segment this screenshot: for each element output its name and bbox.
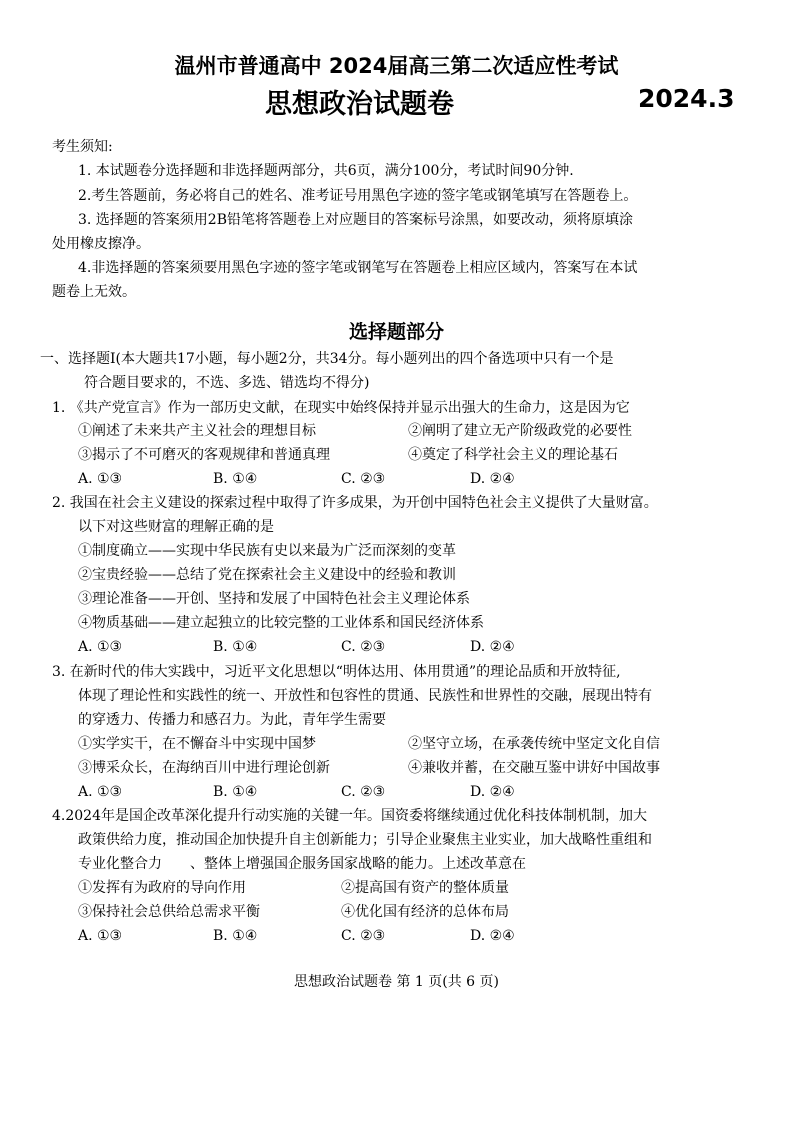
choice-a: A. ①③ <box>78 928 123 944</box>
question-stem: 3. 在新时代的伟大实践中，习近平文化思想以“明体达用、体用贯通”的理论品质和开放特征, <box>52 664 621 680</box>
choice-b: B. ①④ <box>213 928 258 944</box>
statement: ①实学实干，在不懈奋斗中实现中国梦 <box>78 736 316 752</box>
question-stem: 体现了理论性和实践性的统一、开放性和包容性的贯通、民族性和世界性的交融，展现出特有 <box>78 688 652 704</box>
statement: ②坚守立场，在承袭传统中坚定文化自信 <box>408 736 660 752</box>
choice-d: D. ②④ <box>470 784 515 800</box>
question-stem: 专业化整合力 、整体上增强国企服务国家战略的能力。上述改革意在 <box>78 856 526 872</box>
statement: ④奠定了科学社会主义的理论基石 <box>408 447 618 463</box>
choice-b: B. ①④ <box>213 639 258 655</box>
statement: ③揭示了不可磨灭的客观规律和普通真理 <box>78 447 330 463</box>
question-stem: 4.2024年是国企改革深化提升行动实施的关键一年。国资委将继续通过优化科技体制机制，加大 <box>52 808 647 824</box>
choice-a: A. ①③ <box>78 639 123 655</box>
notice-line: 3. 选择题的答案须用2B铅笔将答题卷上对应题目的答案标号涂黑，如要改动，须将原填涂 <box>78 212 634 228</box>
question-stem: 2. 我国在社会主义建设的探索过程中取得了许多成果，为开创中国特色社会主义提供了大量财富。 <box>52 495 658 511</box>
notice-heading: 考生须知: <box>52 139 113 155</box>
choice-d: D. ②④ <box>470 928 515 944</box>
statement: ④物质基础——建立起独立的比较完整的工业体系和国民经济体系 <box>78 615 484 631</box>
section-title: 选择题部分 <box>348 321 444 343</box>
statement: ②阐明了建立无产阶级政党的必要性 <box>408 423 632 439</box>
question-stem: 以下对这些财富的理解正确的是 <box>78 519 274 535</box>
page-footer: 思想政治试题卷 第 1 页(共 6 页) <box>294 974 499 990</box>
statement: ③博采众长，在海纳百川中进行理论创新 <box>78 760 330 776</box>
statement: ①阐述了未来共产主义社会的理想目标 <box>78 423 316 439</box>
choice-c: C. ②③ <box>341 928 386 944</box>
statement: ①发挥有为政府的导向作用 <box>78 880 246 896</box>
question-stem: 政策供给力度，推动国企加快提升自主创新能力；引导企业聚焦主业实业，加大战略性重组和 <box>78 832 652 848</box>
choice-c: C. ②③ <box>341 784 386 800</box>
statement: ①制度确立——实现中华民族有史以来最为广泛而深刻的变革 <box>78 543 456 559</box>
exam-title: 温州市普通高中 2024届高三第二次适应性考试 <box>174 54 619 78</box>
choice-b: B. ①④ <box>213 784 258 800</box>
notice-line: 4.非选择题的答案须要用黑色字迹的签字笔或钢笔写在答题卷上相应区域内，答案写在本试 <box>78 260 638 276</box>
notice-line: 2.考生答题前，务必将自己的姓名、准考证号用黑色字迹的签字笔或钢笔填写在答题卷上。 <box>78 188 638 204</box>
statement: ②提高国有资产的整体质量 <box>341 880 509 896</box>
question-stem: 的穿透力、传播力和感召力。为此，青年学生需要 <box>78 712 386 728</box>
statement: ④兼收并蓄，在交融互鉴中讲好中国故事 <box>408 760 660 776</box>
part-instructions: 符合题目要求的，不选、多选、错选均不得分) <box>84 375 370 391</box>
subject-title: 思想政治试题卷 <box>265 89 454 120</box>
statement: ④优化国有经济的总体布局 <box>341 904 509 920</box>
choice-c: C. ②③ <box>341 471 386 487</box>
statement: ②宝贵经验——总结了党在探索社会主义建设中的经验和教训 <box>78 567 456 583</box>
choice-a: A. ①③ <box>78 471 123 487</box>
notice-line: 1. 本试题卷分选择题和非选择题两部分，共6页，满分100分，考试时间90分钟. <box>78 163 574 179</box>
exam-date: 2024.3 <box>638 84 735 113</box>
notice-line: 题卷上无效。 <box>52 284 136 300</box>
notice-line: 处用橡皮擦净。 <box>52 236 150 252</box>
question-stem: 1. 《共产党宣言》作为一部历史文献，在现实中始终保持并显示出强大的生命力，这是因为它 <box>52 400 630 416</box>
choice-b: B. ①④ <box>213 471 258 487</box>
statement: ③保持社会总供给总需求平衡 <box>78 904 260 920</box>
statement: ③理论准备——开创、坚持和发展了中国特色社会主义理论体系 <box>78 591 470 607</box>
choice-c: C. ②③ <box>341 639 386 655</box>
choice-d: D. ②④ <box>470 471 515 487</box>
choice-a: A. ①③ <box>78 784 123 800</box>
part-instructions: 一、选择题Ⅰ(本大题共17小题，每小题2分，共34分。每小题列出的四个备选项中只有一个是 <box>40 351 614 367</box>
choice-d: D. ②④ <box>470 639 515 655</box>
